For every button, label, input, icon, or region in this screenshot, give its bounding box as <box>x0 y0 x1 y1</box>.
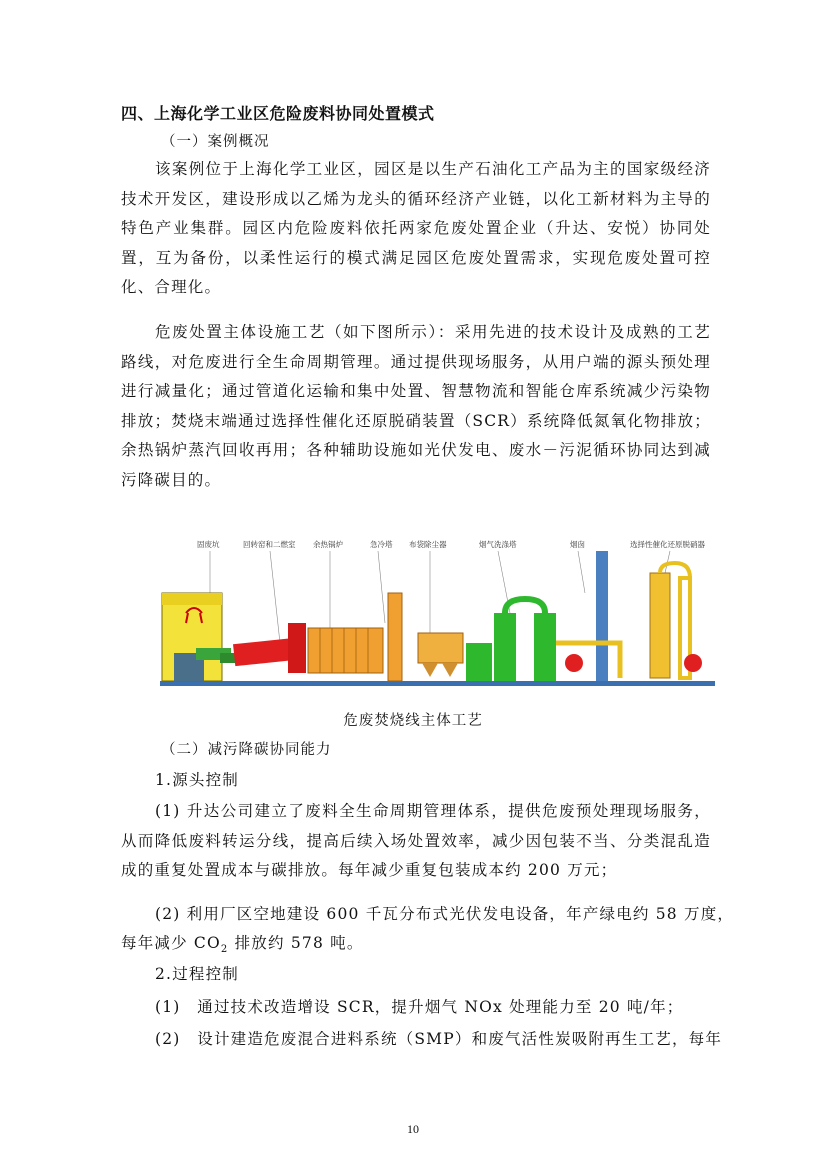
incineration-process-figure <box>160 533 715 693</box>
figure-label-kiln: 回转窑和二燃室 <box>243 540 296 549</box>
figure-label-boiler: 余热锅炉 <box>313 540 343 549</box>
item-1-2-line-a: (2) 利用厂区空地建设 600 千瓦分布式光伏发电设备，年产绿电约 58 万度， <box>155 905 735 923</box>
figure-label-scr: 选择性催化还原脱硝器 <box>630 540 705 549</box>
figure-label-quench: 急冷塔 <box>370 540 393 549</box>
section2-title: （二）减污降碳协同能力 <box>161 742 332 758</box>
section1-paragraph-1: 该案例位于上海化学工业区，园区是以生产石油化工产品为主的国家级经济技术开发区，建设形成以乙烯为龙头的循环经济产业链，以化工新材料为主导的特色产业集群。园区内危险废料依托两家危废处置企业（升达、安悦）协同处置，互为备份，以柔性运行的模式满足园区危废处置需求，实现危废处置可控化、合理化。 <box>121 160 711 296</box>
figure-caption: 危废焚烧线主体工艺 <box>343 713 483 729</box>
subsection-source-control: 1.源头控制 <box>155 771 239 789</box>
figure-label-scrubber: 烟气洗涤塔 <box>479 540 517 549</box>
item-1-1: (1) 升达公司建立了废料全生命周期管理体系，提供危废预处理现场服务，从而降低废料转运分线，提高后续入场处置效率，减少因包装不当、分类混乱造成的重复处置成本与碳排放。每年减少重复包装成本约 200 万元； <box>121 802 711 879</box>
item-2-2: (2) 设计建造危废混合进料系统（SMP）和废气活性炭吸附再生工艺，每年 <box>155 1030 723 1048</box>
figure-label-baghouse: 布袋除尘器 <box>409 540 447 549</box>
subsection-process-control: 2.过程控制 <box>155 965 239 983</box>
item-2-1: (1) 通过技术改造增设 SCR，提升烟气 NOx 处理能力至 20 吨/年； <box>155 998 684 1016</box>
section1-paragraph-2: 危废处置主体设施工艺（如下图所示）：采用先进的技术设计及成熟的工艺路线，对危废进行全生命周期管理。通过提供现场服务，从用户端的源头预处理进行减量化；通过管道化运输和集中处置、智慧物流和智能仓库系统减少污染物排放；焚烧末端通过选择性催化还原脱硝装置（SCR）系统降低氮氧化物排放；余热锅炉蒸汽回收再用；各种辅助设施如光伏发电、废水－污泥循环协同达到减污降碳目的。 <box>121 323 711 489</box>
section1-title: （一）案例概况 <box>161 134 270 150</box>
page-number: 10 <box>407 1122 419 1136</box>
figure-label-pit: 固废坑 <box>197 540 220 549</box>
item-1-2-line-b: 每年减少 $CO_2$ 排放约 578 吨。 <box>121 934 364 956</box>
section-heading: 四、上海化学工业区危险废料协同处置模式 <box>121 104 435 123</box>
figure-label-stack: 烟囱 <box>570 540 585 549</box>
